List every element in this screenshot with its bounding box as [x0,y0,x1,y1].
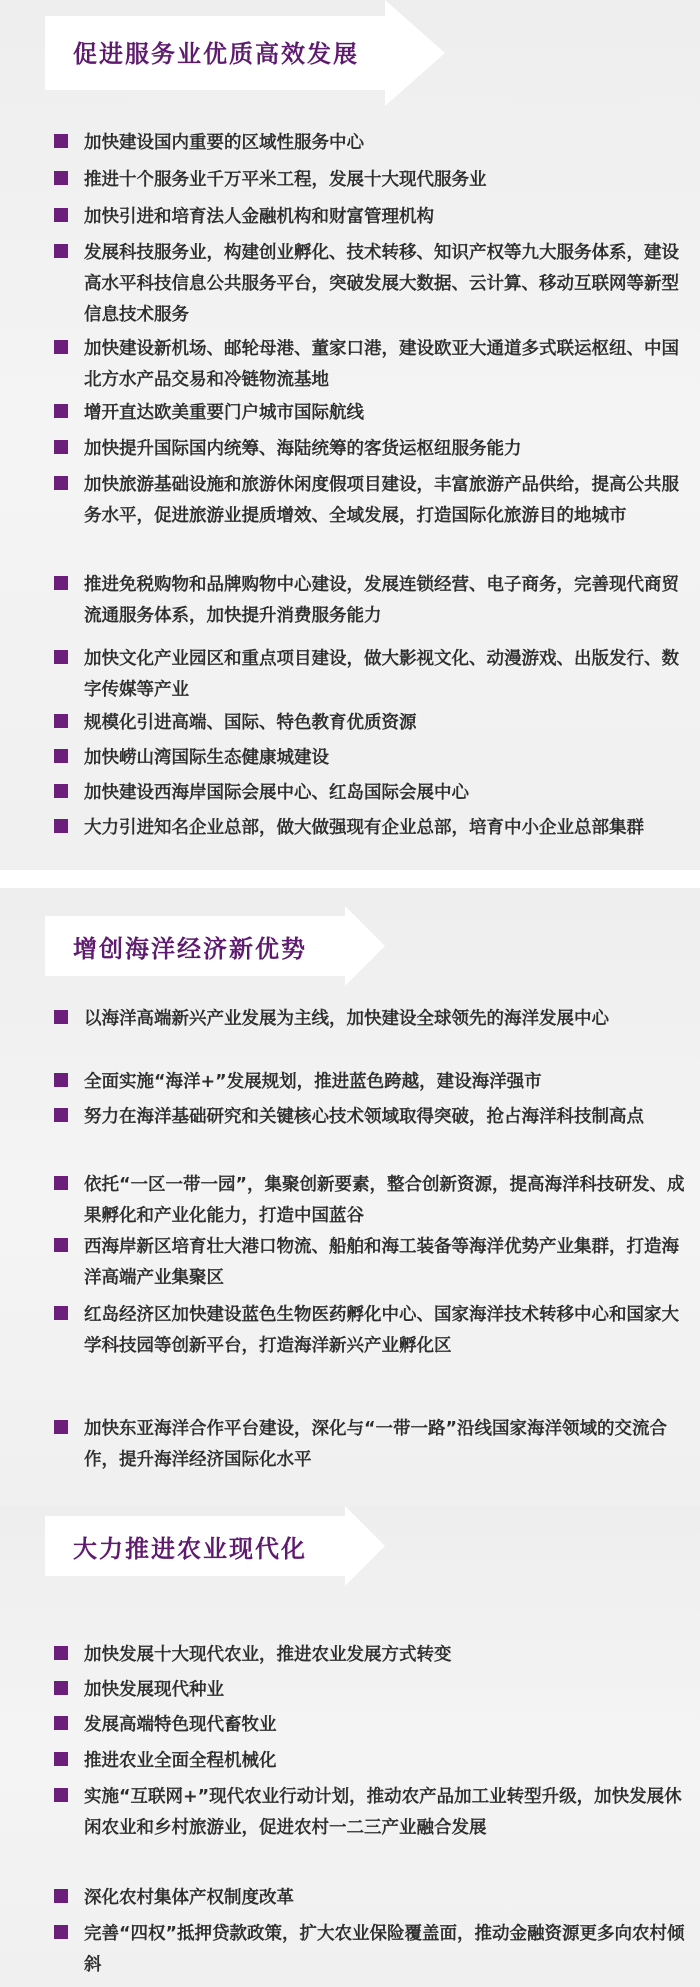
section-service-industry [0,0,700,870]
square-bullet-icon [54,1108,68,1122]
square-bullet-icon [54,1681,68,1695]
list-item-text: 推进十个服务业千万平米工程，发展十大现代服务业 [84,170,487,190]
section-agriculture [0,1506,700,1987]
section-banner [45,906,445,996]
list-item-text: 西海岸新区培育壮大港口物流、船舶和海工装备等海洋优势产业集群，打造海洋高端产业集聚区 [84,1237,679,1288]
list-item-text: 全面实施“海洋+”发展规划，推进蓝色跨越，建设海洋强市 [84,1072,542,1092]
list-item-text: 加快东亚海洋合作平台建设，深化与“一带一路”沿线国家海洋领域的交流合作，提升海洋经济国际化水平 [84,1419,668,1470]
square-bullet-icon [54,171,68,185]
square-bullet-icon [54,244,68,258]
section-banner [45,1506,445,1596]
section-title: 增创海洋经济新优势 [73,934,307,963]
list-item-text: 发展高端特色现代畜牧业 [84,1715,277,1735]
list-item-text: 深化农村集体产权制度改革 [84,1888,294,1908]
square-bullet-icon [54,714,68,728]
list-item-text: 加快建设新机场、邮轮母港、董家口港，建设欧亚大通道多式联运枢纽、中国北方水产品交易和冷链物流基地 [84,339,679,390]
list-item-text: 加快建设西海岸国际会展中心、红岛国际会展中心 [84,783,469,803]
list-item-text: 大力引进知名企业总部，做大做强现有企业总部，培育中小企业总部集群 [84,818,644,838]
list-item-text: 加快崂山湾国际生态健康城建设 [84,748,329,768]
list-item-text: 加快建设国内重要的区域性服务中心 [84,133,364,153]
list-item-text: 加快发展现代种业 [84,1680,224,1700]
list-item-text: 加快旅游基础设施和旅游休闲度假项目建设，丰富旅游产品供给，提高公共服务水平，促进旅游业提质增效、全域发展，打造国际化旅游目的地城市 [84,475,679,526]
square-bullet-icon [54,576,68,590]
list-item-text: 红岛经济区加快建设蓝色生物医药孵化中心、国家海洋技术转移中心和国家大学科技园等创新平台，打造海洋新兴产业孵化区 [84,1305,679,1356]
square-bullet-icon [54,440,68,454]
square-bullet-icon [54,749,68,763]
list-item-text: 加快提升国际国内统筹、海陆统筹的客货运枢纽服务能力 [84,439,522,459]
square-bullet-icon [54,1306,68,1320]
list-item-text: 努力在海洋基础研究和关键核心技术领域取得突破，抢占海洋科技制高点 [84,1107,644,1127]
section-title: 促进服务业优质高效发展 [73,39,359,68]
square-bullet-icon [54,1176,68,1190]
section-marine-economy [0,888,700,1506]
list-item-text: 增开直达欧美重要门户城市国际航线 [84,403,364,423]
list-item-text: 规模化引进高端、国际、特色教育优质资源 [84,713,417,733]
square-bullet-icon [54,1788,68,1802]
square-bullet-icon [54,134,68,148]
list-item-text: 发展科技服务业，构建创业孵化、技术转移、知识产权等九大服务体系，建设高水平科技信息公共服务平台，突破发展大数据、云计算、移动互联网等新型信息技术服务 [84,243,679,325]
square-bullet-icon [54,650,68,664]
list-item-text: 依托“一区一带一园”，集聚创新要素，整合创新资源，提高海洋科技研发、成果孵化和产业化能力，打造中国蓝谷 [84,1175,685,1226]
square-bullet-icon [54,1010,68,1024]
square-bullet-icon [54,1073,68,1087]
square-bullet-icon [54,819,68,833]
square-bullet-icon [54,404,68,418]
list-item-text: 以海洋高端新兴产业发展为主线，加快建设全球领先的海洋发展中心 [84,1009,609,1029]
section-title: 大力推进农业现代化 [73,1534,307,1563]
list-item-text: 完善“四权”抵押贷款政策，扩大农业保险覆盖面，推动金融资源更多向农村倾斜 [84,1924,685,1975]
square-bullet-icon [54,1238,68,1252]
square-bullet-icon [54,1752,68,1766]
square-bullet-icon [54,1646,68,1660]
list-item-text: 加快文化产业园区和重点项目建设，做大影视文化、动漫游戏、出版发行、数字传媒等产业 [84,649,679,700]
square-bullet-icon [54,340,68,354]
list-item-text: 实施“互联网+”现代农业行动计划，推动农产品加工业转型升级，加快发展休闲农业和乡村旅游业，促进农村一二三产业融合发展 [84,1787,682,1838]
list-item-text: 推进免税购物和品牌购物中心建设，发展连锁经营、电子商务，完善现代商贸流通服务体系，加快提升消费服务能力 [84,575,679,626]
square-bullet-icon [54,476,68,490]
square-bullet-icon [54,1889,68,1903]
square-bullet-icon [54,1925,68,1939]
square-bullet-icon [54,784,68,798]
list-item-text: 推进农业全面全程机械化 [84,1751,277,1771]
square-bullet-icon [54,1716,68,1730]
list-item-text: 加快引进和培育法人金融机构和财富管理机构 [84,207,434,227]
section-banner [45,0,445,88]
square-bullet-icon [54,1420,68,1434]
list-item-text: 加快发展十大现代农业，推进农业发展方式转变 [84,1645,452,1665]
square-bullet-icon [54,208,68,222]
